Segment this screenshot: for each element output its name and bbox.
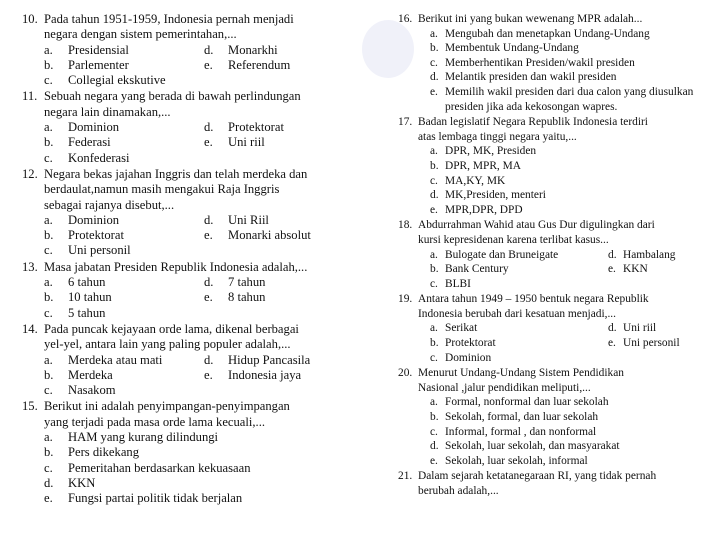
option-letter: b. <box>44 135 54 150</box>
answer-option <box>398 439 716 454</box>
option-letter: a. <box>44 430 53 445</box>
question-number <box>398 307 418 322</box>
option-letter: d. <box>204 275 214 290</box>
question-block <box>398 366 716 468</box>
answer-option <box>398 410 716 425</box>
answer-option-row <box>398 262 716 277</box>
option-letter: e. <box>430 203 438 216</box>
answer-option <box>398 56 716 71</box>
answer-option <box>22 491 374 506</box>
option-letter: e. <box>204 290 213 305</box>
option-text: 5 tahun <box>68 305 106 320</box>
question-line <box>22 399 374 414</box>
answer-option-row <box>398 277 716 292</box>
question-block <box>398 218 716 291</box>
question-block <box>22 12 374 88</box>
option-text: Sekolah, luar sekolah, dan masyarakat <box>445 440 620 453</box>
question-line <box>22 89 374 104</box>
option-letter: c. <box>44 460 53 475</box>
option-letter: d. <box>430 71 439 84</box>
question-line <box>398 130 716 145</box>
answer-option <box>398 85 716 114</box>
question-text: Negara bekas jajahan Inggris dan telah merdeka dan <box>44 166 308 181</box>
answer-option <box>398 174 716 189</box>
option-text: Protektorat <box>68 228 124 243</box>
answer-option <box>44 228 204 243</box>
question-block <box>398 469 716 498</box>
answer-option <box>398 454 716 469</box>
option-letter: b. <box>430 263 439 276</box>
option-letter: c. <box>44 243 53 258</box>
option-letter: c. <box>430 56 438 69</box>
question-number: 17. <box>398 116 413 129</box>
option-letter: e. <box>204 57 213 72</box>
option-text: Memberhentikan Presiden/wakil presiden <box>445 56 635 69</box>
option-text: Protektorat <box>445 337 496 350</box>
answer-option <box>430 351 608 366</box>
option-text: Uni personil <box>68 243 131 258</box>
question-line <box>22 105 374 120</box>
answer-option-row <box>22 353 374 368</box>
option-letter: a. <box>430 145 438 158</box>
answer-option <box>44 306 204 321</box>
question-line <box>22 167 374 182</box>
question-number: 18. <box>398 219 413 232</box>
question-line <box>22 322 374 337</box>
answer-option <box>22 445 374 460</box>
option-text: Serikat <box>445 322 478 335</box>
option-letter: b. <box>430 411 439 424</box>
option-letter: e. <box>430 454 438 467</box>
option-text: Informal, formal , dan nonformal <box>445 425 597 438</box>
option-text: MPR,DPR, DPD <box>445 203 523 216</box>
option-text: Uni riil <box>623 322 657 335</box>
question-block <box>22 167 374 259</box>
question-text: Indonesia berubah dari kesatuan menjadi,... <box>418 307 617 320</box>
question-number: 16. <box>398 13 413 25</box>
answer-option <box>44 275 204 290</box>
question-text: kursi kepresidenan karena terlibat kasus... <box>418 233 609 246</box>
question-text: Nasional ,jalur pendidikan meliputi,... <box>418 381 591 394</box>
question-line <box>22 198 374 213</box>
answer-option-row <box>398 336 716 351</box>
question-text: berdaulat,namun masih mengakui Raja Inggris <box>44 182 280 197</box>
question-line <box>398 381 716 396</box>
question-text: negara dengan sistem pemerintahan,... <box>44 27 237 42</box>
question-number <box>398 484 418 499</box>
answer-option-row <box>398 321 716 336</box>
option-text: MK,Presiden, menteri <box>445 189 546 202</box>
left-question-column <box>22 12 374 508</box>
answer-option <box>204 213 269 228</box>
option-text: Dominion <box>68 212 120 227</box>
answer-option-row <box>22 135 374 150</box>
option-letter: d. <box>608 322 617 335</box>
option-letter: a. <box>44 120 53 135</box>
question-line <box>22 27 374 42</box>
option-letter: b. <box>430 42 439 55</box>
question-line <box>398 233 716 248</box>
answer-option-row <box>22 290 374 305</box>
answer-option <box>204 43 278 58</box>
question-text: Pada puncak kejayaan orde lama, dikenal berbagai <box>44 321 299 336</box>
option-text: Fungsi partai politik tidak berjalan <box>68 491 243 506</box>
question-block <box>398 115 716 217</box>
question-block <box>22 89 374 165</box>
answer-option <box>398 425 716 440</box>
question-text: Sebuah negara yang berada di bawah perlindungan <box>44 89 301 104</box>
answer-option <box>608 336 680 351</box>
option-text: Indonesia jaya <box>228 367 302 382</box>
option-text: Uni personil <box>623 337 680 350</box>
option-letter: b. <box>44 57 54 72</box>
question-text: yel-yel, antara lain yang paling populer adalah,... <box>44 337 291 352</box>
option-letter: d. <box>430 189 439 202</box>
question-number: 13. <box>22 259 38 274</box>
option-letter: e. <box>44 491 53 506</box>
answer-option-row <box>22 228 374 243</box>
question-text: Abdurrahman Wahid atau Gus Dur digulingkan dari <box>418 219 655 232</box>
answer-option-row <box>22 243 374 258</box>
answer-option <box>204 228 311 243</box>
answer-option <box>398 27 716 42</box>
answer-option <box>204 290 265 305</box>
answer-option <box>430 262 608 277</box>
question-block <box>398 12 716 114</box>
option-text: Monarki absolut <box>228 228 311 243</box>
option-letter: c. <box>44 150 53 165</box>
question-number: 12. <box>22 166 38 181</box>
option-letter: a. <box>430 396 438 409</box>
question-text: Dalam sejarah ketatanegaraan RI, yang tidak pernah <box>418 470 657 483</box>
option-text: Parlementer <box>68 57 129 72</box>
question-line <box>398 292 716 307</box>
question-number: 19. <box>398 293 413 306</box>
answer-option <box>44 73 204 88</box>
question-number <box>22 182 44 197</box>
option-letter: b. <box>430 337 439 350</box>
option-letter: a. <box>430 248 438 261</box>
answer-option-row <box>22 151 374 166</box>
option-text: 6 tahun <box>68 275 106 290</box>
option-letter: a. <box>44 352 53 367</box>
answer-option <box>398 144 716 159</box>
answer-option-row <box>398 351 716 366</box>
question-block <box>22 322 374 398</box>
option-letter: e. <box>204 135 213 150</box>
option-letter: a. <box>44 212 53 227</box>
answer-option <box>398 41 716 56</box>
question-line <box>22 12 374 27</box>
question-line <box>398 366 716 381</box>
answer-option <box>22 430 374 445</box>
option-text: Bank Century <box>445 263 509 276</box>
option-letter: b. <box>44 367 54 382</box>
question-number: 20. <box>398 367 413 380</box>
option-text: Pers dikekang <box>68 445 139 460</box>
question-number <box>22 198 44 213</box>
option-text: Merdeka <box>68 367 113 382</box>
option-letter: c. <box>430 425 438 438</box>
option-letter: d. <box>430 440 439 453</box>
question-text: Berikut ini adalah penyimpangan-penyimpangan <box>44 399 290 414</box>
question-text: atas lembaga tinggi negara yaitu,... <box>418 130 577 143</box>
answer-option <box>608 262 648 277</box>
question-line <box>398 218 716 233</box>
answer-option-row <box>22 213 374 228</box>
question-number: 21. <box>398 470 413 483</box>
question-number <box>22 27 44 42</box>
answer-option <box>22 461 374 476</box>
question-text: Menurut Undang-Undang Sistem Pendidikan <box>418 367 624 380</box>
option-letter: e. <box>430 85 438 98</box>
answer-option <box>398 203 716 218</box>
option-text: Referendum <box>228 57 291 72</box>
question-number: 11. <box>22 89 38 104</box>
option-text: Hidup Pancasila <box>228 352 311 367</box>
option-letter: e. <box>608 263 616 276</box>
option-text: Federasi <box>68 135 111 150</box>
option-letter: c. <box>430 351 438 364</box>
answer-option <box>44 290 204 305</box>
answer-option <box>398 70 716 85</box>
option-letter: d. <box>204 212 214 227</box>
question-text: berubah adalah,... <box>418 485 499 497</box>
answer-option-row <box>22 58 374 73</box>
answer-option <box>44 368 204 383</box>
option-letter: a. <box>44 42 53 57</box>
option-text: 10 tahun <box>68 290 112 305</box>
question-number: 14. <box>22 321 38 336</box>
option-text: Memilih wakil presiden dari dua calon yang diusulkan presiden jika ada kekosongan wapres. <box>445 85 694 113</box>
question-text: sebagai rajanya disebut,... <box>44 197 175 212</box>
question-line <box>22 260 374 275</box>
option-text: Pemeritahan berdasarkan kekuasaan <box>68 460 251 475</box>
option-text: Dominion <box>445 351 492 364</box>
option-text: Membentuk Undang-Undang <box>445 42 579 55</box>
answer-option <box>430 277 608 292</box>
answer-option <box>204 368 301 383</box>
option-letter: d. <box>44 475 54 490</box>
option-text: 8 tahun <box>228 290 266 305</box>
answer-option <box>44 383 204 398</box>
option-letter: e. <box>608 337 616 350</box>
option-text: MA,KY, MK <box>445 174 506 187</box>
option-letter: d. <box>204 120 214 135</box>
question-number <box>398 130 418 145</box>
answer-option <box>430 248 608 263</box>
answer-option <box>204 120 284 135</box>
answer-option-row <box>22 120 374 135</box>
answer-option <box>430 321 608 336</box>
question-line <box>398 115 716 130</box>
option-letter: d. <box>608 248 617 261</box>
question-line <box>398 469 716 484</box>
question-number: 15. <box>22 399 38 414</box>
option-letter: d. <box>204 352 214 367</box>
question-text: Berikut ini yang bukan wewenang MPR adalah... <box>418 13 643 25</box>
option-text: Collegial ekskutive <box>68 73 166 88</box>
option-text: Merdeka atau mati <box>68 352 163 367</box>
answer-option <box>44 213 204 228</box>
question-text: negara lain dinamakan,... <box>44 104 171 119</box>
option-text: Hambalang <box>623 248 676 261</box>
answer-option-row <box>398 248 716 263</box>
option-text: Uni riil <box>228 135 265 150</box>
question-line <box>398 12 716 27</box>
option-text: Konfederasi <box>68 150 130 165</box>
question-block <box>398 292 716 365</box>
answer-option <box>398 159 716 174</box>
option-text: KKN <box>68 475 96 490</box>
option-text: 7 tahun <box>228 275 266 290</box>
option-text: Nasakom <box>68 383 116 398</box>
option-text: Formal, nonformal dan luar sekolah <box>445 396 609 409</box>
option-text: Protektorat <box>228 120 284 135</box>
question-number <box>22 105 44 120</box>
question-block <box>22 260 374 321</box>
answer-option <box>430 336 608 351</box>
question-text: yang terjadi pada masa orde lama kecuali,... <box>44 414 265 429</box>
answer-option-row <box>22 368 374 383</box>
option-letter: b. <box>430 159 439 172</box>
option-letter: b. <box>44 290 54 305</box>
answer-option-row <box>22 43 374 58</box>
answer-option <box>44 58 204 73</box>
answer-option <box>44 151 204 166</box>
question-block <box>22 399 374 506</box>
question-line <box>398 484 716 499</box>
option-letter: b. <box>44 445 54 460</box>
option-letter: c. <box>430 174 438 187</box>
answer-option <box>44 43 204 58</box>
question-line <box>22 337 374 352</box>
answer-option-row <box>22 306 374 321</box>
option-text: Presidensial <box>68 42 129 57</box>
option-text: BLBI <box>445 277 471 290</box>
question-number <box>398 381 418 396</box>
option-letter: c. <box>430 277 438 290</box>
question-line <box>22 415 374 430</box>
option-text: KKN <box>623 263 648 276</box>
question-text: Badan legislatif Negara Republik Indonesia terdiri <box>418 116 648 129</box>
question-number <box>398 233 418 248</box>
answer-option <box>204 58 290 73</box>
option-letter: b. <box>44 228 54 243</box>
option-letter: a. <box>430 27 438 40</box>
answer-option <box>608 248 676 263</box>
answer-option <box>22 476 374 491</box>
question-text: Pada tahun 1951-1959, Indonesia pernah menjadi <box>44 12 294 26</box>
option-text: Monarkhi <box>228 42 278 57</box>
answer-option <box>44 135 204 150</box>
option-letter: c. <box>44 305 53 320</box>
option-text: Dominion <box>68 120 120 135</box>
right-question-column <box>398 12 716 500</box>
answer-option <box>398 188 716 203</box>
answer-option-row <box>22 383 374 398</box>
question-line <box>22 182 374 197</box>
option-text: Sekolah, formal, dan luar sekolah <box>445 411 599 424</box>
answer-option <box>398 395 716 410</box>
option-text: HAM yang kurang dilindungi <box>68 430 219 445</box>
question-number <box>22 337 44 352</box>
option-letter: a. <box>430 322 438 335</box>
question-number <box>22 415 44 430</box>
question-number: 10. <box>22 12 38 26</box>
option-text: Mengubah dan menetapkan Undang-Undang <box>445 27 650 40</box>
option-text: DPR, MPR, MA <box>445 159 521 172</box>
answer-option-row <box>22 73 374 88</box>
answer-option <box>204 275 265 290</box>
option-letter: e. <box>204 367 213 382</box>
option-letter: c. <box>44 73 53 88</box>
answer-option <box>44 353 204 368</box>
question-text: Masa jabatan Presiden Republik Indonesia adalah,... <box>44 259 308 274</box>
answer-option <box>44 243 204 258</box>
option-text: DPR, MK, Presiden <box>445 145 537 158</box>
answer-option <box>44 120 204 135</box>
option-text: Melantik presiden dan wakil presiden <box>445 71 617 84</box>
option-letter: d. <box>204 42 214 57</box>
option-text: Uni Riil <box>228 212 269 227</box>
answer-option <box>204 353 310 368</box>
answer-option <box>204 135 265 150</box>
question-line <box>398 307 716 322</box>
option-letter: c. <box>44 383 53 398</box>
option-letter: e. <box>204 228 213 243</box>
option-letter: a. <box>44 275 53 290</box>
question-text: Antara tahun 1949 – 1950 bentuk negara Republik <box>418 293 649 306</box>
option-text: Bulogate dan Bruneigate <box>445 248 559 261</box>
answer-option-row <box>22 275 374 290</box>
option-text: Sekolah, luar sekolah, informal <box>445 454 588 467</box>
answer-option <box>608 321 656 336</box>
